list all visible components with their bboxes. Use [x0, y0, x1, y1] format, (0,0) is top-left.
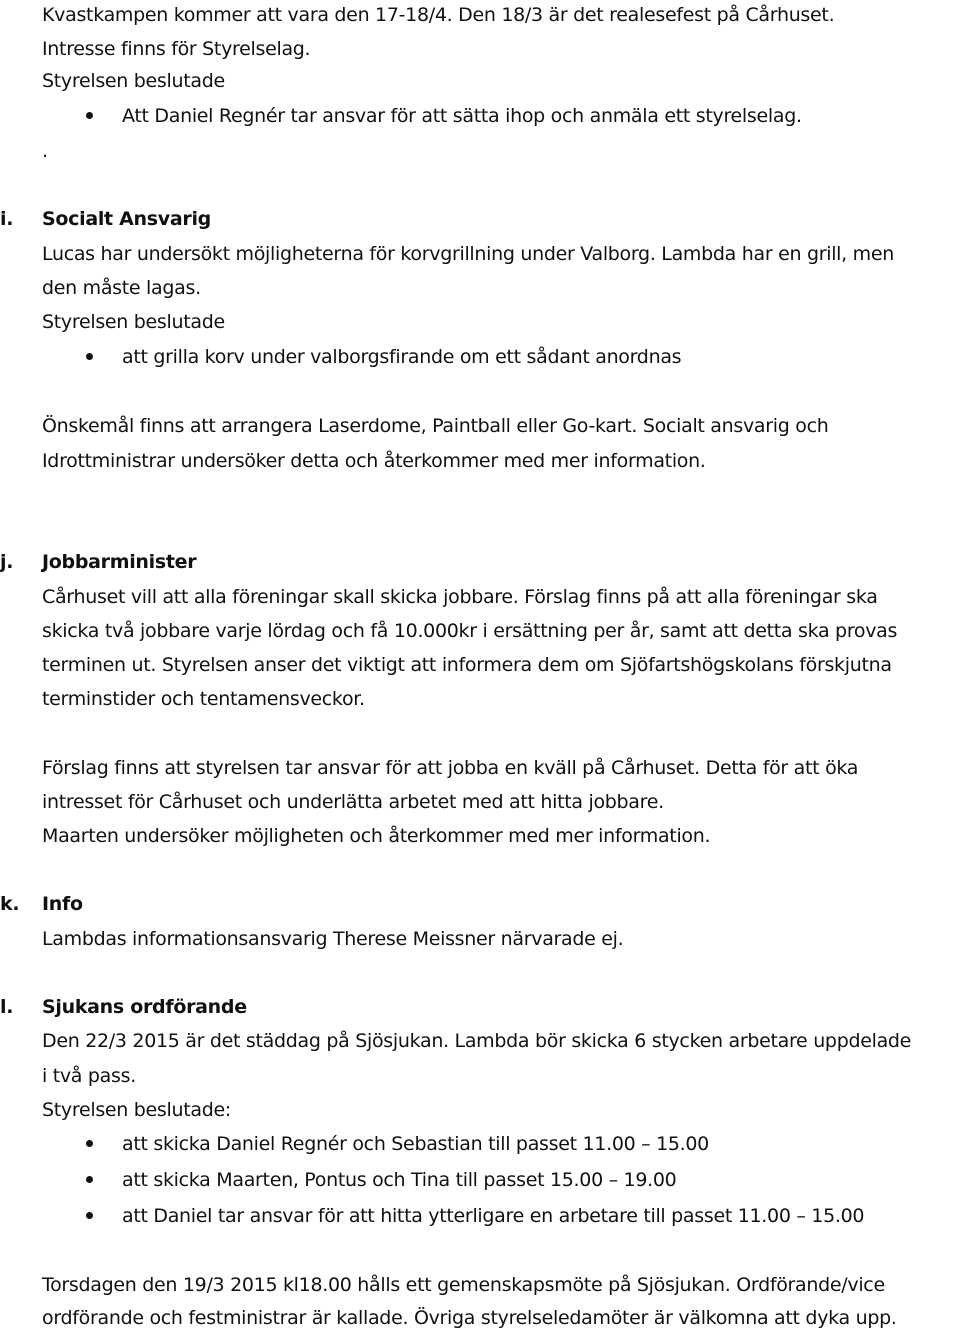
section-l-para-line-2: i två pass.: [42, 1065, 136, 1087]
bullet-icon: [86, 1140, 93, 1147]
section-i-para-line-2: den måste lagas.: [42, 277, 201, 299]
section-i-decision-bullet: att grilla korv under valborgsfirande om ett sådant anordnas: [122, 346, 682, 368]
bullet-icon: [86, 112, 93, 119]
section-j-title: Jobbarminister: [42, 551, 197, 573]
section-i-para2-line-2: Idrottministrar undersöker detta och återkommer med mer information.: [42, 450, 706, 472]
bullet-icon: [86, 353, 93, 360]
section-l-title: Sjukans ordförande: [42, 996, 247, 1018]
section-k-title: Info: [42, 893, 83, 915]
section-l-para2-line-1: Torsdagen den 19/3 2015 kl18.00 hålls ett gemenskapsmöte på Sjösjukan. Ordförande/vice: [42, 1274, 885, 1296]
section-j-para2-line-1: Förslag finns att styrelsen tar ansvar för att jobba en kväll på Cårhuset. Detta för att öka: [42, 757, 859, 779]
section-i-para2-line-1: Önskemål finns att arrangera Laserdome, Paintball eller Go-kart. Socialt ansvarig och: [42, 415, 829, 437]
section-l-para-line-1: Den 22/3 2015 är det städdag på Sjösjukan. Lambda bör skicka 6 stycken arbetare uppdelade: [42, 1030, 912, 1052]
section-l-decision-bullet-3: att Daniel tar ansvar för att hitta ytterligare en arbetare till passet 11.00 – 15.00: [122, 1205, 865, 1227]
section-k-letter: k.: [0, 893, 20, 915]
bullet-icon: [86, 1176, 93, 1183]
section-j-para-line-1: Cårhuset vill att alla föreningar skall skicka jobbare. Förslag finns på att alla föreningar ska: [42, 586, 878, 608]
section-j-para2-line-2: intresset för Cårhuset och underlätta arbetet med att hitta jobbare.: [42, 791, 664, 813]
intro-decision-bullet: Att Daniel Regnér tar ansvar för att sätta ihop och anmäla ett styrelselag.: [122, 105, 802, 127]
section-i-letter: i.: [0, 208, 14, 230]
section-l-decision-label: Styrelsen beslutade:: [42, 1099, 232, 1121]
intro-decision-label: Styrelsen beslutade: [42, 70, 225, 92]
bullet-icon: [86, 1212, 93, 1219]
section-j-letter: j.: [0, 551, 14, 573]
section-l-decision-bullet-2: att skicka Maarten, Pontus och Tina till passet 15.00 – 19.00: [122, 1169, 677, 1191]
intro-line-2: Intresse finns för Styrelselag.: [42, 38, 311, 60]
stray-mark: .: [42, 140, 48, 162]
section-i-decision-label: Styrelsen beslutade: [42, 311, 225, 333]
section-j-para2-line-3: Maarten undersöker möjligheten och återkommer med mer information.: [42, 825, 711, 847]
section-l-letter: l.: [0, 996, 14, 1018]
section-k-para-line-1: Lambdas informationsansvarig Therese Meissner närvarade ej.: [42, 928, 624, 950]
section-l-para2-line-2: ordförande och festministrar är kallade. Övriga styrelseledamöter är välkomna att dyka upp.: [42, 1307, 897, 1329]
section-j-para-line-4: terminstider och tentamensveckor.: [42, 688, 365, 710]
intro-line-1: Kvastkampen kommer att vara den 17-18/4. Den 18/3 är det realesefest på Cårhuset.: [42, 4, 835, 26]
section-l-decision-bullet-1: att skicka Daniel Regnér och Sebastian till passet 11.00 – 15.00: [122, 1133, 709, 1155]
section-i-title: Socialt Ansvarig: [42, 208, 211, 230]
section-j-para-line-2: skicka två jobbare varje lördag och få 10.000kr i ersättning per år, samt att detta ska provas: [42, 620, 898, 642]
section-i-para-line-1: Lucas har undersökt möjligheterna för korvgrillning under Valborg. Lambda har en grill, men: [42, 243, 894, 265]
section-j-para-line-3: terminen ut. Styrelsen anser det viktigt att informera dem om Sjöfartshögskolans förskjutna: [42, 654, 892, 676]
